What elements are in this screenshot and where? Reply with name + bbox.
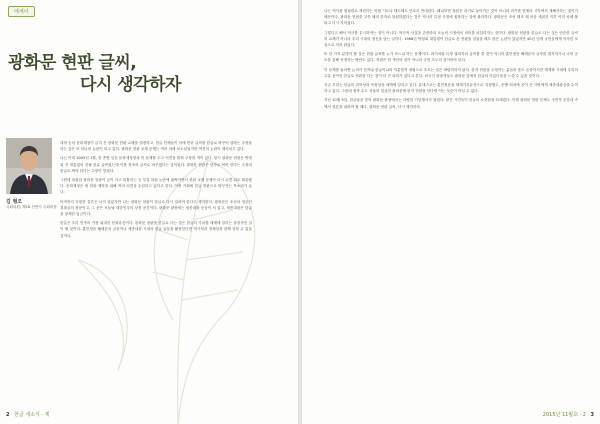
right-folio <box>543 411 594 418</box>
author-role: 국회의원, 제18 전반기 국회의장 <box>6 205 57 209</box>
section-tag: 에세이 <box>8 6 35 17</box>
left-page-number: 2 <box>6 412 10 418</box>
paragraph: 나는 이미 2005년 1월, 한 종합 일간 문화재청장과 이 문제를 두고 이견을 밝혀 주장한 적이 있다. 당시 광화문 현판은 박정희 전 대통령의 친필 한글 글씨였는데 이를 정조의 글씨로 바꾸겠다는 것이었다. 광화문 현판은 한자로 써야 한다는 주장과 한글로 써야 한다는 주장이 맞섰다. <box>60 156 252 173</box>
right-page <box>302 0 600 424</box>
left-page <box>0 0 298 424</box>
paragraph: 한글은 우리 민족의 가장 위대한 문화유산이다. 광화문 현판을 한글로 다는 것은 한글의 가치를 세계에 알리는 상징적인 일이 될 것이다. 훈민정음 해례본의 글꼴이나 세종대왕 시대의 한글 글꼴을 활용한다면 역사성과 정체성을 함께 살릴 수 있을 것이다. <box>60 221 252 238</box>
title-line-1: 광화문 현판 글씨, <box>8 53 137 73</box>
right-body-column <box>324 8 578 113</box>
article-title <box>8 52 181 96</box>
left-folio <box>6 411 49 418</box>
paragraph: 나는 역사를 원형대로 재현하는 어떤 시도나 태도에도 단호히 반대한다. 왜냐하면 복원은 과거로 돌아가는 것이 아니라 과거를 현재의 시각에서 재해석하는 것이기 때문이다. 광화문 현판을 고종 때의 한자로 복원하겠다는 것은 역사의 특정 시점에 집착하는 것에 불과하다. 광화문은 조선 태조 때 처음 세워진 이후 여러 차례 불타고 다시 지어졌다. <box>324 9 578 26</box>
paragraph: 대학 등의 문화재청이 급히 간 광화문 현판 교체를 결정하고, 한글 단체들이 이에 반한 글씨를 한글로 바꾸어 달라는 주장을 하는 것은 또 하나의 논란이 되고 있다. 광화문 현판 교체 문제는 여러 차례 보도되었지만 여전히 논란이 계속되고 있다. <box>60 141 252 152</box>
paragraph: 그렇다고 해서 역사를 무시하자는 것이 아니다. 역사적 사실을 존중하되 오늘의 시점에서 의미를 되살리자는 것이다. 광화문 현판을 한글로 다는 것은 단순한 글씨의 교체가 아니라 우리 시대의 정신을 담는 일이다. 1968년 박정희 대통령이 한글로 쓴 현판을 걸었을 때도 많은 논란이 있었지만 40년 넘게 국민들에게 익숙한 모습으로 자리 잡았다. <box>324 30 578 48</box>
left-body-column <box>60 140 252 242</box>
right-page-number: 3 <box>590 412 594 418</box>
paragraph: 그런데 복원된 광화문 현판이 금이 가고 뒤틀리는 등 부실 복원 논란에 휩싸이면서 현판 교체 문제가 다시 수면 위로 떠올랐다. 문화재청은 새 현판 제작을 위해 여러 의견을 수렴하고 있다고 한다. 이번 기회에 한글 현판으로 바꾸자는 목소리가 높다. <box>60 178 252 195</box>
right-folio-text: 2015년 11월호 · 2 <box>542 412 586 418</box>
paragraph: 이 문제를 둘러싼 논의가 한자냐 한글이냐의 이분법적 대립으로 흐르는 것은 바람직하지 않다. 한자 현판을 주장하는 분들의 뜻도 존중하지만 세계화 시대에 우리의 고유 문자인 한글로 현판을 다는 것이 더 큰 의미가 있다고 본다. 외국인 관광객들도 광화문 앞에서 한글의 아름다움을 느낄 수 있을 것이다. <box>324 67 578 78</box>
left-folio-text: 한글 새소식 · 제 <box>14 412 50 418</box>
author-name: 김 형오 <box>6 199 23 205</box>
paragraph: 지금 우리는 한글의 과학성과 독창성을 세계에 알리고 있다. 유네스코는 훈민정음을 세계기록유산으로 지정했고, 문맹 퇴치에 공이 큰 사람에게 세종대왕상을 수여하고 있다. 그런데 정작 수도 서울의 얼굴인 광화문에 한자 현판을 단다면 이는 모순이 아닐 수 없다. <box>324 83 578 94</box>
paragraph: 지난 10월 9일, 한글날을 맞아 광화문 광장에서는 다양한 기념행사가 열렸다. 많은 시민들이 한글의 소중함을 되새겼다. 이제 광화문 현판 문제도 국민적 공감대 속에서 결론을 내려야 할 때다. 광화문 현판 글씨, 다시 생각하자. <box>324 98 578 109</box>
title-line-2: 다시 생각하자 <box>80 75 181 95</box>
author-photo <box>6 138 52 194</box>
paragraph: 아직까지 뚜렷한 결론은 나지 않았지만 나는 광화문 현판이 한글로 다시 걸려야 한다고 생각한다. 광화문은 조선의 정궁인 경복궁의 정문이고, 그 문은 오늘날 대한민국의 상징 공간이다. 광화문 광장에는 세종대왕 동상이 서 있고, 세종대왕은 한글을 창제한 임금이다. <box>60 199 252 217</box>
paragraph: 또 한 가지 분명히 할 것은 현판 글씨를 누가 쓰느냐 하는 문제이다. 과거처럼 특정 권력자의 글씨를 쓸 것이 아니라 훈민정음 해례본의 글자를 집자하거나 국민 공모를 통해 선정하는 방안도 있다. 현판은 한 개인의 것이 아니라 국민 모두의 것이어야 한다. <box>324 52 578 63</box>
